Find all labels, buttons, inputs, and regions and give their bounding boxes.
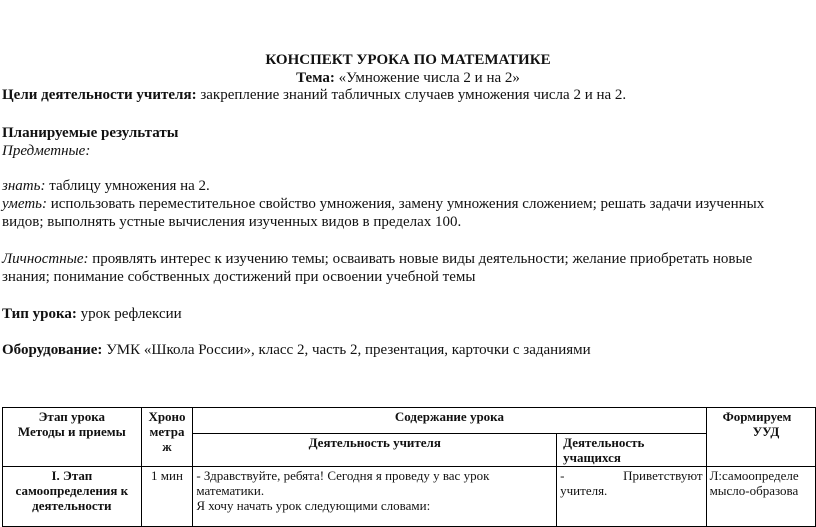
lesson-type [2,306,182,323]
lesson-topic [0,70,816,87]
able-label: уметь: [2,196,47,212]
row1-students-line-1: - Приветствуют [560,468,703,483]
header-uud-line-2: УУД [752,424,780,439]
lesson-type-label: Тип урока: [2,306,77,322]
know-text: таблицу умножения на 2. [49,178,210,194]
document-title [0,52,816,69]
header-stage [3,408,142,467]
row1-teacher-line-2: математики. [196,483,265,498]
document-title-text: КОНСПЕКТ УРОКА ПО МАТЕМАТИКЕ [265,52,551,68]
lesson-type-value: урок рефлексии [80,306,182,322]
goals-text: закрепление знаний табличных случаев умножения числа 2 и на 2. [200,87,627,103]
row1-time: 1 мин [141,467,193,527]
know-line [2,178,210,195]
equipment-value: УМК «Школа России», класс 2, часть 2, презентация, карточки с заданиями [106,342,591,358]
equipment [2,342,591,359]
teacher-goals [2,87,626,104]
row1-teacher-line-3: Я хочу начать урок следующими словами: [196,498,431,513]
personal-line-2 [2,269,475,286]
able-text-1: использовать переместительное свойство умножения, замену умножения сложением; решать задачи изученных [50,196,765,212]
topic-label: Тема: [296,70,335,86]
planned-results-heading [2,125,178,142]
header-stage-line-2: Методы и приемы [17,424,126,439]
header-student-activity: Деятельность учащихся [557,434,706,467]
personal-text-2: знания; понимание собственных достижений при освоении учебной темы [2,269,476,285]
row1-uud [706,467,815,527]
goals-label: Цели деятельности учителя: [2,87,197,103]
row1-teacher [193,467,557,527]
row1-students [557,467,706,527]
planned-results-heading-text: Планируемые результаты [2,125,179,141]
personal-label: Личностные: [2,251,89,267]
header-uud [706,408,815,467]
subject-results-label [2,143,90,160]
lesson-plan-table [2,407,816,527]
header-time: Хроно метра ж [141,408,193,467]
header-stage-line-1: Этап урока [38,409,106,424]
header-teacher-activity: Деятельность учителя [193,434,557,467]
row1-stage: I. Этап самоопределения к деятельности [3,467,142,527]
row1-uud-line-1: Л:самоопределе [709,468,799,483]
able-line-2 [2,214,461,231]
able-line-1 [2,196,764,213]
row1-teacher-line-1: - Здравствуйте, ребята! Сегодня я проведу у вас урок [196,468,490,483]
able-text-2: видов; выполнять устные вычисления изученных видов в пределах 100. [2,214,462,230]
personal-text-1: проявлять интерес к изучению темы; осваивать новые виды деятельности; желание приобретать новые [92,251,753,267]
table-row [3,467,816,527]
header-content: Содержание урока [193,408,706,434]
row1-students-line-2: учителя. [560,483,608,498]
personal-line-1 [2,251,752,268]
header-uud-line-1: Формируем [722,409,792,424]
row1-uud-line-2: мысло-образова [709,483,799,498]
know-label: знать: [2,178,46,194]
topic-value: «Умножение числа 2 и на 2» [338,70,520,86]
equipment-label: Оборудование: [2,342,103,358]
subject-label: Предметные: [2,143,91,159]
table-header-row [3,408,816,434]
